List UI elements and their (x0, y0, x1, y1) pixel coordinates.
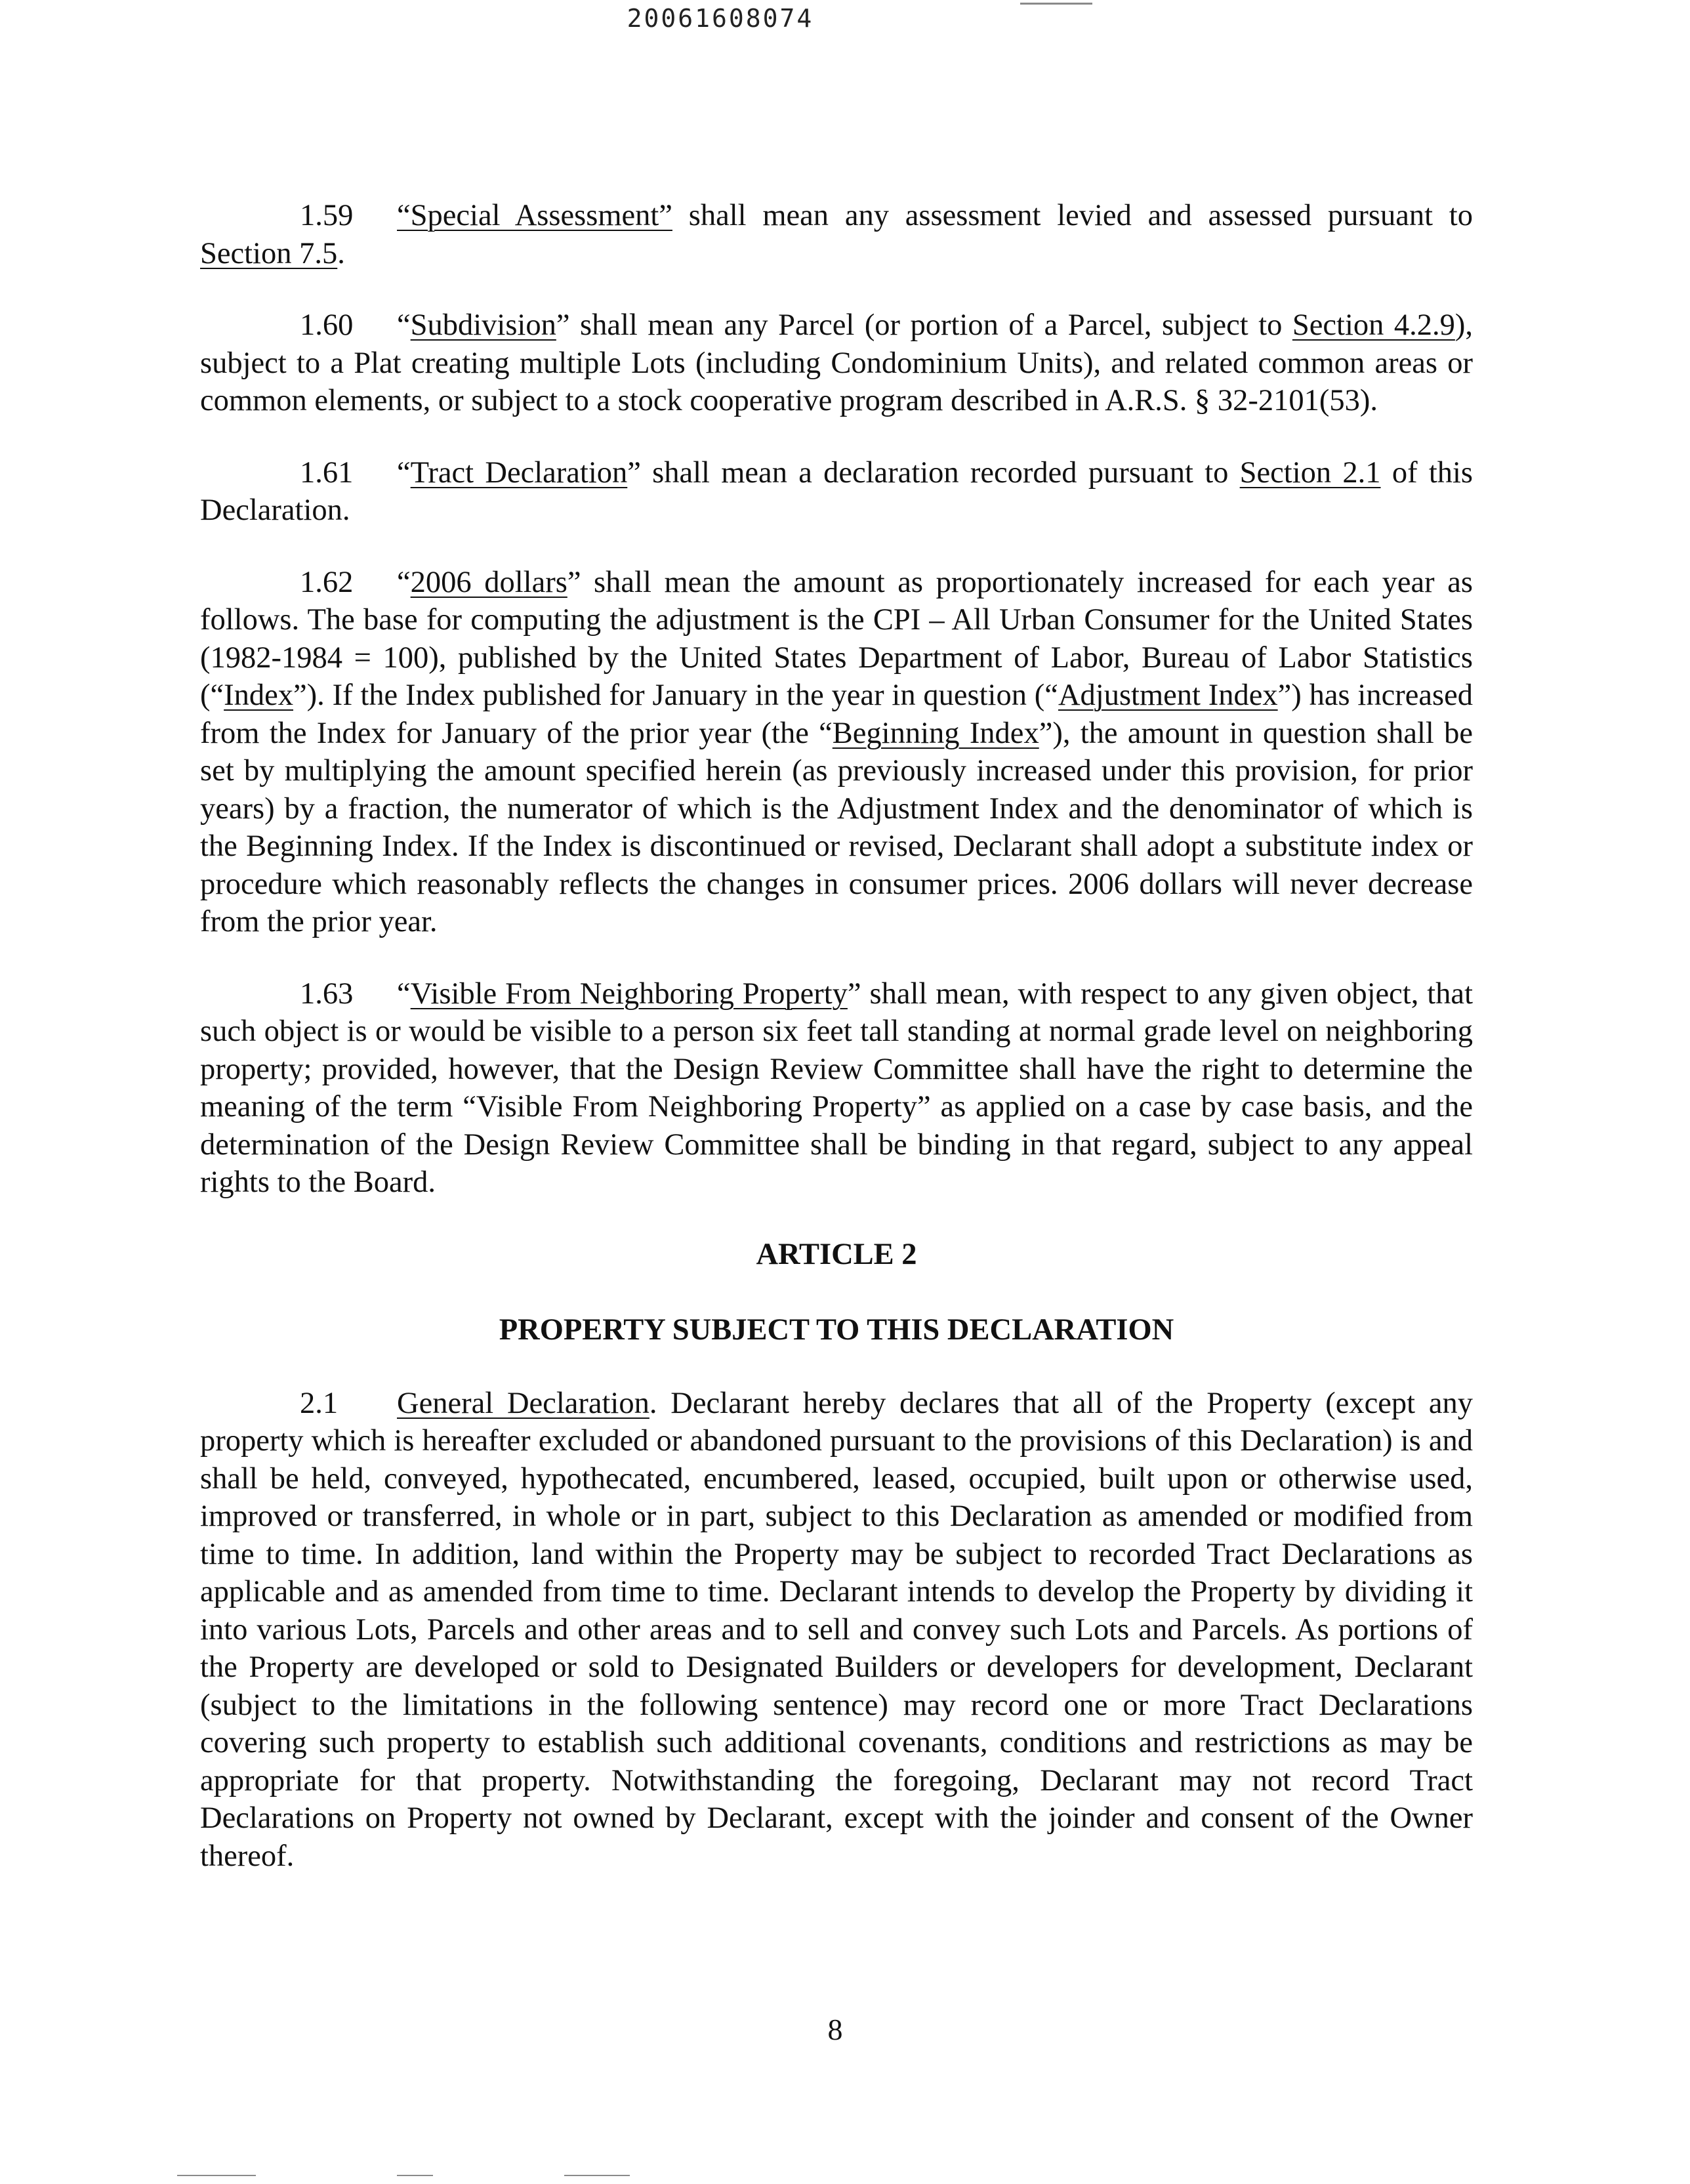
section-text: “ (397, 976, 411, 1011)
section-text: . Declarant hereby declares that all of the Property (except any property which is hereafter excluded or abandoned pursuant to the provisions of this Declaration) is and shall be held, conveyed, hypothecated, encumbered, leased, occupied, built upon or otherwise used, improved or transferred, in whole or in part, subject to this Declaration as amended or modified from time to time. In addition, land within the Property may be subject to recorded Tract Declarations as applicable and as amended from time to time. Declarant intends to develop the Property by dividing it into various Lots, Parcels and other areas and to sell and convey such Lots and Parcels. As portions of the Property are developed or sold to Designated Builders or developers for development, Declarant (subject to the limitations in the following sentence) may record one or more Tract Declarations covering such property to establish such additional covenants, conditions and restrictions as may be appropriate for that property. Notwithstanding the foregoing, Declarant may not record Tract Declarations on Property not owned by Declarant, except with the joinder and consent of the Owner thereof. (200, 1386, 1474, 1873)
article-title: PROPERTY SUBJECT TO THIS DECLARATION (499, 1313, 1174, 1347)
section-text: ” shall mean, with respect to any given object, that such object is or would be visible to a person six feet tall standing at normal grade level on neighboring property; provided, however, that the Design Review Committee shall have the right to determine the meaning of the term “Visible From Neighboring Property” as applied on a case by case basis, and the determination of the Design Review Committee shall be binding in that regard, subject to any appeal rights to the Board. (200, 976, 1473, 1199)
defined-term: Visible From Neighboring Property (410, 976, 848, 1011)
section-text: . (337, 236, 345, 270)
section-text: “ (397, 455, 411, 490)
defined-term: Subdivision (410, 308, 556, 342)
scan-artifact (397, 2175, 433, 2176)
section-number: 1.62 (300, 565, 354, 599)
section-text: ”) has increased from the Index for January of the prior year (the “ (200, 679, 1473, 750)
section-text: ”). If the Index published for January in the year in question (“ (293, 679, 1058, 712)
section-number: 1.61 (300, 455, 354, 490)
section-text: “ (397, 565, 411, 599)
section-1-61 (200, 454, 1473, 530)
section-1-60 (200, 306, 1473, 420)
scan-artifact (177, 2175, 256, 2176)
section-heading: General Declaration (397, 1386, 649, 1420)
defined-term: Adjustment Index (1058, 679, 1278, 712)
article-number: ARTICLE 2 (756, 1237, 917, 1271)
section-number: 1.60 (300, 308, 354, 342)
section-text: ), subject to a Plat creating multiple Lots (including Condominium Units), and related common areas or common elements, or subject to a stock cooperative program described in A.R.S. § 32-2101(53). (200, 308, 1473, 417)
section-text: “ (397, 308, 411, 342)
section-1-59 (200, 197, 1473, 272)
section-1-63 (200, 975, 1473, 1202)
section-text: ” shall mean the amount as proportionately increased for each year as follows. The base for computing the adjustment is the CPI – All Urban Consumer for the United States (1982-1984 = 100), published by the United States Department of Labor, Bureau of Labor Statistics (“ (200, 565, 1474, 712)
document-number: 20061608074 (627, 4, 814, 33)
section-number: 1.59 (300, 199, 354, 232)
section-text: shall mean any assessment levied and assessed pursuant to (672, 199, 1473, 232)
section-reference: Section 2.1 (1239, 455, 1381, 490)
section-number: 1.63 (300, 976, 354, 1011)
section-text: ”), the amount in question shall be set by multiplying the amount specified herein (as previously increased under this provision, for prior years) by a fraction, the numerator of which is the Adjustment Index and the denominator of which is the Beginning Index. If the Index is discontinued or revised, Declarant shall adopt a substitute index or procedure which reasonably reflects the changes in consumer prices. 2006 dollars will never decrease from the prior year. (200, 716, 1473, 938)
section-1-62 (200, 564, 1473, 941)
section-reference: Section 7.5 (200, 236, 338, 270)
scan-artifact (1020, 3, 1092, 5)
page-number: 8 (827, 2013, 843, 2046)
defined-term: 2006 dollars (410, 565, 567, 599)
section-number: 2.1 (300, 1386, 339, 1420)
defined-term: Tract Declaration (410, 455, 628, 490)
section-reference: Section 4.2.9 (1292, 308, 1455, 342)
document-body (200, 197, 1473, 1909)
section-2-1 (200, 1385, 1473, 1876)
scan-artifact (564, 2175, 630, 2176)
defined-term: “Special Assessment” (397, 199, 672, 232)
section-text: ” shall mean any Parcel (or portion of a Parcel, subject to (556, 308, 1292, 342)
defined-term: Beginning Index (832, 716, 1039, 750)
defined-term: Index (224, 679, 293, 712)
section-text: of this Declaration. (200, 455, 1473, 527)
section-text: ” shall mean a declaration recorded pursuant to (627, 455, 1240, 490)
